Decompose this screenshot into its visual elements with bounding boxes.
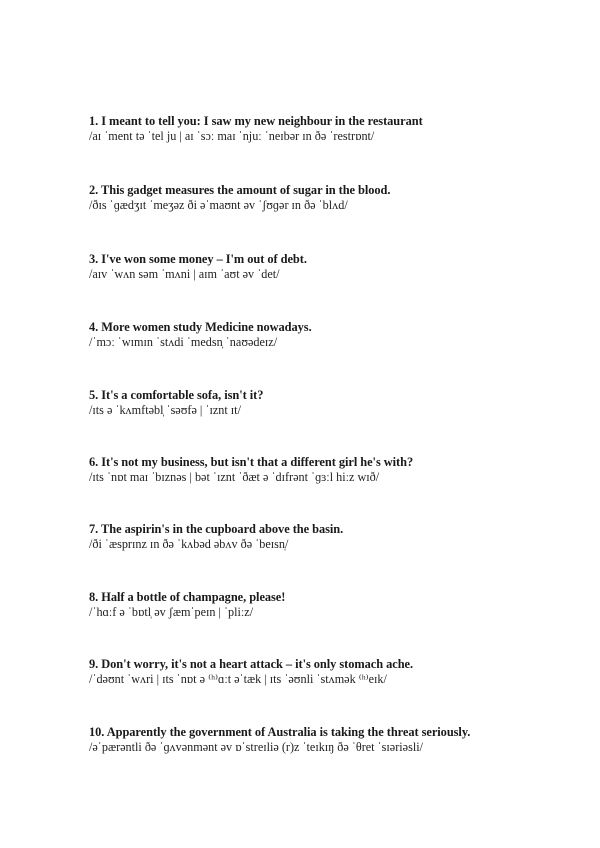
phonetic-transcription: /ɪts ˈnɒt maɪ ˈbɪznəs | bət ˈɪznt ˈðæt ə ˈdɪfrənt ˈɡɜːl hiːz wɪð/ xyxy=(89,470,380,484)
phonetic-transcription: /aɪv ˈwʌn səm ˈmʌni | aɪm ˈaʊt əv ˈdet/ xyxy=(89,267,280,281)
phonetic-transcription: /əˈpærəntli ðə ˈɡʌvənmənt əv ɒˈstreɪliə (r)z ˈteɪkɪŋ ðə ˈθret ˈsɪəriəsli/ xyxy=(89,740,423,754)
sentence-text: 10. Apparently the government of Australia is taking the threat seriously. xyxy=(89,725,471,739)
phonetic-transcription: /ˈmɔː ˈwɪmɪn ˈstʌdi ˈmedsn̩ ˈnaʊədeɪz/ xyxy=(89,335,278,349)
exercise-item-8 xyxy=(89,590,569,620)
sentence-text: 2. This gadget measures the amount of sugar in the blood. xyxy=(89,183,391,197)
phonetic-transcription: /ðɪs ˈɡædʒɪt ˈmeʒəz ði əˈmaʊnt əv ˈʃʊɡər ɪn ðə ˈblʌd/ xyxy=(89,198,348,212)
sentence-text: 9. Don't worry, it's not a heart attack – it's only stomach ache. xyxy=(89,657,414,671)
sentence-text: 3. I've won some money – I'm out of debt. xyxy=(89,252,307,266)
sentence-text: 5. It's a comfortable sofa, isn't it? xyxy=(89,388,264,402)
exercise-item-10 xyxy=(89,725,569,755)
phonetic-transcription: /ˈhɑːf ə ˈbɒtl̩ əv ʃæmˈpeɪn | ˈpliːz/ xyxy=(89,605,254,619)
sentence-text: 6. It's not my business, but isn't that a different girl he's with? xyxy=(89,455,414,469)
exercise-item-5 xyxy=(89,388,569,418)
phonetic-transcription: /aɪ ˈment tə ˈtel ju | aɪ ˈsɔː maɪ ˈnjuː ˈneɪbər ɪn ðə ˈrestrɒnt/ xyxy=(89,129,375,143)
exercise-item-6 xyxy=(89,455,569,485)
phonetic-transcription: /ði ˈæsprɪnz ɪn ðə ˈkʌbəd əbʌv ðə ˈbeɪsn̩/ xyxy=(89,537,289,551)
exercise-item-4 xyxy=(89,320,569,350)
sentence-text: 8. Half a bottle of champagne, please! xyxy=(89,590,286,604)
sentence-text: 4. More women study Medicine nowadays. xyxy=(89,320,312,334)
phonetic-transcription: /ˈdəʊnt ˈwʌri | ɪts ˈnɒt ə ⁽ʰ⁾ɑːt əˈtæk | ɪts ˈəʊnli ˈstʌmək ⁽ʰ⁾eɪk/ xyxy=(89,672,387,686)
phonetic-transcription: /ɪts ə ˈkʌmftəbl̩ ˈsəʊfə | ˈɪznt ɪt/ xyxy=(89,403,241,417)
exercise-item-2 xyxy=(89,183,569,213)
sentence-text: 7. The aspirin's in the cupboard above the basin. xyxy=(89,522,344,536)
exercise-item-7 xyxy=(89,522,569,552)
exercise-item-9 xyxy=(89,657,569,687)
exercise-item-3 xyxy=(89,252,569,282)
sentence-text: 1. I meant to tell you: I saw my new neighbour in the restaurant xyxy=(89,114,423,128)
exercise-item-1 xyxy=(89,114,569,144)
